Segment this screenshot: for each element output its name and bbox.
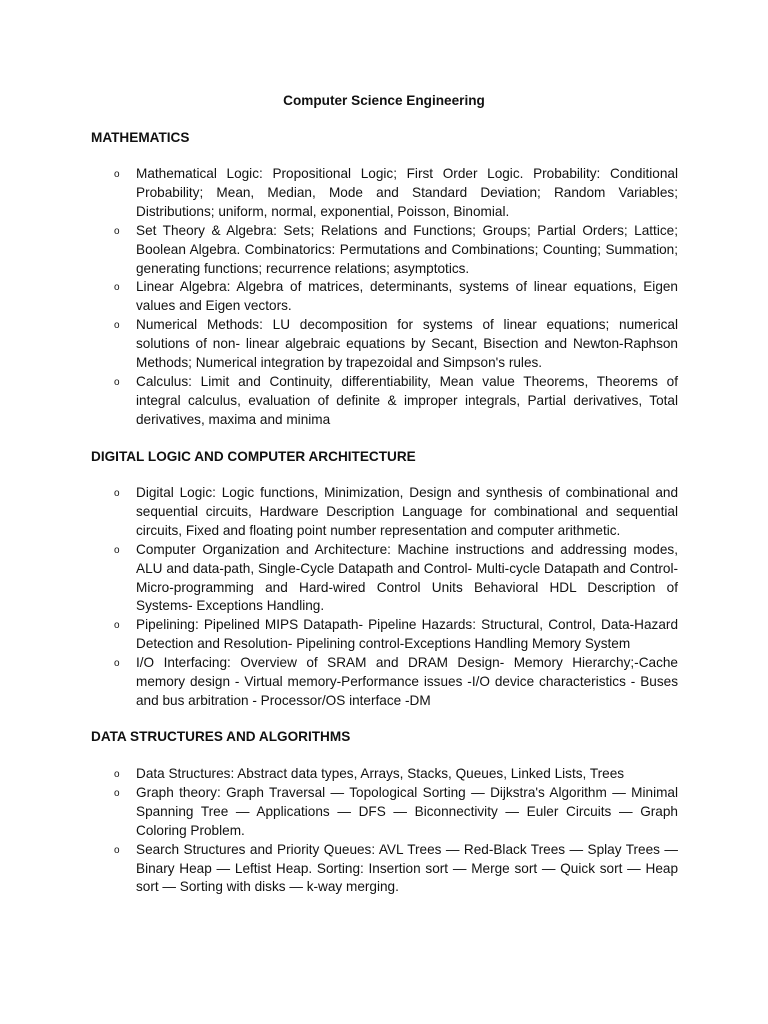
bullet-icon: o — [114, 658, 120, 670]
section-heading-mathematics: MATHEMATICS — [91, 130, 190, 145]
bullet-icon: o — [114, 620, 120, 632]
bullet-icon: o — [114, 169, 120, 180]
list-item-text: Mathematical Logic: Propositional Logic; First Order Logic. Probability: Conditional Probability; Mean, Median, Mode and Standard Deviation; Random Variables; Distributions; uniform, normal, exponential, Poisson, Binomial. — [136, 166, 678, 219]
bullet-icon: o — [114, 488, 120, 499]
bullet-icon: o — [114, 844, 120, 856]
section-heading-data-structures: DATA STRUCTURES AND ALGORITHMS — [91, 729, 351, 744]
list-item-text: Pipelining: Pipelined MIPS Datapath- Pipeline Hazards: Structural, Control, Data-Hazard Detection and Resolution- Pipelining control-Exceptions Handling Memory System — [136, 617, 678, 652]
list-item-text: Numerical Methods: LU decomposition for systems of linear equations; numerical solutions of non- linear algebraic equations by Secant, Bisection and Newton-Raphson Methods; Numerical integration by trapezoidal and Simpson's rules. — [136, 317, 678, 371]
section-heading-digital-logic: DIGITAL LOGIC AND COMPUTER ARCHITECTURE — [91, 449, 416, 464]
document-title: Computer Science Engineering — [283, 93, 485, 108]
list-item — [114, 278, 678, 316]
bullet-icon: o — [114, 787, 120, 799]
list-item-text: Computer Organization and Architecture: Machine instructions and addressing modes, ALU and data-path, Single-Cycle Datapath and Control- Multi-cycle Datapath and Control- Micro-programming and Hard-wired Control Units Behavioral HDL Description of Systems- Exceptions Handling. — [136, 541, 678, 614]
list-item-text: Data Structures: Abstract data types, Arrays, Stacks, Queues, Linked Lists, Trees — [136, 766, 625, 781]
bullet-icon: o — [114, 769, 120, 780]
bullet-icon: o — [114, 376, 120, 388]
list-item-text: Set Theory & Algebra: Sets; Relations and Functions; Groups; Partial Orders; Lattice; Boolean Algebra. Combinatorics: Permutations and Combinations; Counting; Summation; generating functions; recurrence relations; asymptotics. — [136, 222, 678, 276]
list-item — [114, 373, 678, 430]
list-item-text: I/O Interfacing: Overview of SRAM and DRAM Design- Memory Hierarchy;-Cache memory design - Virtual memory-Performance issues -I/O device characteristics - Buses and bus arbitration - Processor/OS interface -DM — [136, 655, 678, 708]
list-item-text: Graph theory: Graph Traversal — Topological Sorting — Dijkstra's Algorithm — Minimal Spanning Tree — Applications — DFS — Biconnectivity — Euler Circuits — Graph Coloring Problem. — [136, 784, 678, 838]
data-structures-list — [114, 765, 678, 897]
list-item — [114, 165, 678, 222]
list-item — [114, 616, 678, 654]
list-item — [114, 841, 678, 898]
list-item — [114, 784, 678, 841]
list-item-text: Search Structures and Priority Queues: AVL Trees — Red-Black Trees — Splay Trees — Binary Heap — Leftist Heap. Sorting: Insertion sort — Merge sort — Quick sort — Heap sort — Sorting with disks — k-way merging. — [136, 841, 678, 895]
list-item — [114, 316, 678, 373]
list-item-text: Calculus: Limit and Continuity, differentiability, Mean value Theorems, Theorems of integral calculus, evaluation of definite & improper integrals, Partial derivatives, Total derivatives, maxima and minima — [136, 373, 678, 427]
list-item — [114, 222, 678, 279]
mathematics-list — [114, 165, 678, 430]
list-item-text: Linear Algebra: Algebra of matrices, determinants, systems of linear equations, Eigen values and Eigen vectors. — [136, 279, 678, 314]
list-item — [114, 765, 678, 784]
digital-logic-list — [114, 484, 678, 711]
bullet-icon: o — [114, 544, 120, 556]
bullet-icon: o — [114, 320, 120, 332]
list-item — [114, 484, 678, 541]
bullet-icon: o — [114, 282, 120, 294]
list-item — [114, 541, 678, 617]
list-item-text: Digital Logic: Logic functions, Minimization, Design and synthesis of combinational and sequential circuits, Hardware Description Language for combinational and sequential circuits, Fixed and floating point number representation and computer arithmetic. — [136, 485, 678, 538]
list-item — [114, 654, 678, 711]
bullet-icon: o — [114, 225, 120, 237]
